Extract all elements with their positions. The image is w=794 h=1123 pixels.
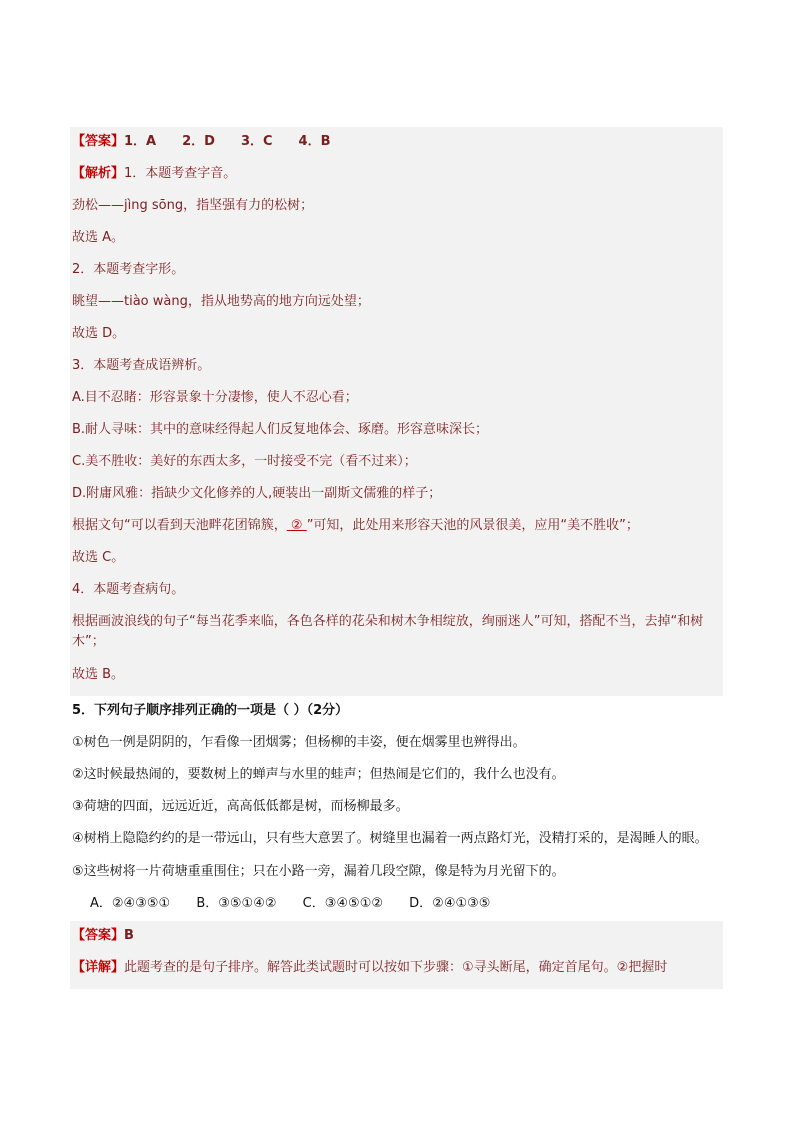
q5-option-d: D．②④①③⑤ [409,896,491,911]
q1-detail: 劲松——jìng sōng，指坚强有力的松树； [72,198,314,213]
q3-option-c: C.美不胜收：美好的东西太多，一时接受不完（看不过来）； [72,454,417,469]
answer-line-2 [70,921,723,953]
q3-option-a: A.目不忍睹：形容景象十分凄惨，使人不忍心看； [72,390,358,405]
q3-choice: 故选 C。 [72,550,125,565]
q3-basis-pre: 根据文句“可以看到天池畔花团锦簇， [72,518,287,533]
q1-choice: 故选 A。 [72,230,125,245]
analysis-line [70,159,723,191]
q5-sentence-5: ⑤这些树将一片荷塘重重围住；只在小路一旁，漏着几段空隙，像是特为月光留下的。 [72,864,565,879]
q3-option-d: D.附庸风雅：指缺少文化修养的人,硬装出一副斯文儒雅的样子； [72,486,442,501]
answer-block-2 [70,921,723,989]
q5-option-b: B．③⑤①④② [196,896,277,911]
q5-sentence-3: ③荷塘的四面，远远近近，高高低低都是树，而杨柳最多。 [72,799,409,814]
answer-line [70,127,723,159]
analysis-label: 【解析】 [72,166,125,181]
q3-basis-blank [287,518,307,533]
q2-choice: 故选 D。 [72,326,126,341]
q4-title: 4．本题考查病句。 [72,582,185,597]
q2-detail: 眺望——tiào wàng，指从地势高的地方向远处望； [72,294,370,309]
q5-stem: 5．下列句子顺序排列正确的一项是（ ）（2分） [72,703,349,718]
q3-blank-number: ② [290,518,303,533]
q3-option-b: B.耐人寻味：其中的意味经得起人们反复地体会、琢磨。形容意味深长； [72,422,489,437]
q3-basis-post: ”可知，此处用来形容天池的风景很美，应用“美不胜收”； [306,518,639,533]
q3-basis [70,511,723,543]
q5-sentence-4: ④树梢上隐隐约约的是一带远山，只有些大意罢了。树缝里也漏着一两点路灯光，没精打采的，是渴睡人的眼。 [72,831,708,846]
detail-text: 此题考查的是句子排序。解答此类试题时可以按如下步骤：①寻头断尾，确定首尾句。②把握时 [124,960,668,975]
q5-sentence-1: ①树色一例是阴阴的，乍看像一团烟雾；但杨柳的丰姿，便在烟雾里也辨得出。 [72,735,526,750]
answer-text-2: B [124,928,134,943]
q5-option-c: C．③④⑤①② [302,896,384,911]
q5-option-a: A．②④③⑤① [90,896,171,911]
answer-block-1 [70,127,723,696]
q2-title: 2．本题考查字形。 [72,262,185,277]
answer-text: 1．A 2．D 3．C 4．B [124,134,331,149]
detail-label: 【详解】 [72,960,125,975]
q3-title: 3．本题考查成语辨析。 [72,358,211,373]
page-content [70,127,723,989]
q5-sentence-2: ②这时候最热闹的，要数树上的蝉声与水里的蛙声；但热闹是它们的，我什么也没有。 [72,767,565,782]
answer-label-2: 【答案】 [72,928,125,943]
analysis-q1: 1．本题考查字音。 [124,166,237,181]
answer-label: 【答案】 [72,134,125,149]
q4-detail: 根据画波浪线的句子“每当花季来临，各色各样的花朵和树木争相绽放，绚丽迷人”可知，搭配不当，去掉“和树木”； [72,614,704,649]
question-5 [70,696,723,921]
q4-choice: 故选 B。 [72,667,125,682]
q5-options [70,889,723,921]
detail-line [70,953,723,985]
